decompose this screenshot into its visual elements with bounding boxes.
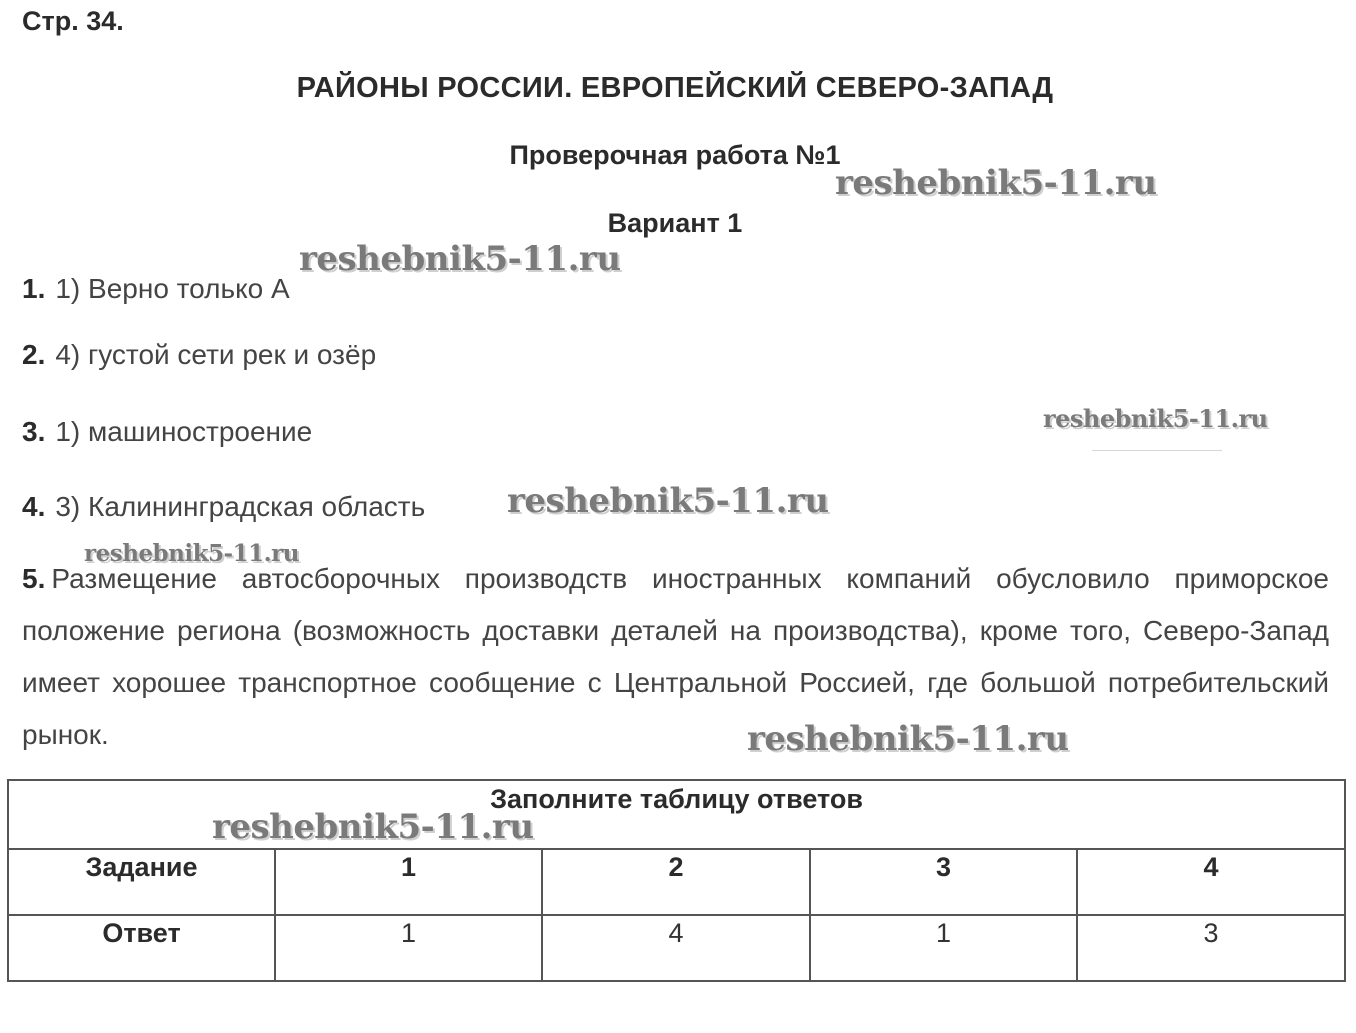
answer-value: 4: [668, 918, 684, 948]
test-subtitle: Проверочная работа №1: [509, 140, 841, 170]
task-number: 2: [668, 852, 684, 882]
watermark: reshebnik5-11.ru: [507, 481, 829, 521]
watermark: reshebnik5-11.ru: [212, 807, 534, 847]
table-row: [8, 915, 1345, 981]
task-number: 4: [1203, 852, 1219, 882]
task-cell: [810, 849, 1077, 915]
task-cell: [1077, 849, 1345, 915]
answer-number: 2.: [22, 339, 46, 370]
answer-number: 5.: [22, 563, 46, 594]
answer-cell: [542, 915, 810, 981]
answer-value: 3: [1203, 918, 1219, 948]
table-row: [8, 849, 1345, 915]
page-title: РАЙОНЫ РОССИИ. ЕВРОПЕЙСКИЙ СЕВЕРО-ЗАПАД: [296, 72, 1054, 104]
answer-number: 3.: [22, 416, 46, 447]
answer-value: 1: [935, 918, 952, 948]
watermark: reshebnik5-11.ru: [747, 719, 1069, 759]
answer-item-4: [22, 491, 425, 523]
answer-cell: [810, 915, 1077, 981]
row-header-label: Ответ: [102, 918, 181, 948]
task-number: 1: [400, 852, 417, 882]
answer-text: 4) густой сети рек и озёр: [55, 339, 377, 370]
row-header-task: [8, 849, 275, 915]
table-caption: Заполните таблицу ответов: [8, 780, 1345, 849]
watermark: reshebnik5-11.ru: [299, 239, 621, 279]
answer-text: 1) машиностроение: [55, 416, 313, 447]
variant-heading: Вариант 1: [607, 208, 743, 238]
task-number: 3: [935, 852, 952, 882]
answer-value: 1: [400, 918, 417, 948]
page-number: Стр. 34.: [22, 6, 124, 36]
answer-cell: [275, 915, 542, 981]
answer-item-2: [22, 339, 376, 371]
divider: [1092, 450, 1222, 451]
answer-item-3: [22, 416, 312, 448]
task-cell: [275, 849, 542, 915]
answers-table: [7, 779, 1346, 982]
watermark: reshebnik5-11.ru: [84, 540, 299, 567]
watermark: reshebnik5-11.ru: [835, 163, 1157, 203]
answer-number: 1.: [22, 273, 46, 304]
answer-cell: [1077, 915, 1345, 981]
row-header-answer: [8, 915, 275, 981]
watermark: reshebnik5-11.ru: [1043, 404, 1268, 433]
answer-item-5: [22, 553, 1329, 761]
answer-text: 3) Калининградская область: [55, 491, 426, 522]
answer-text: 1) Верно только А: [55, 273, 290, 304]
answer-paragraph: Размещение автосборочных производств иностранных компаний обусловило приморское положение региона (возможность доставки деталей на производства), кроме того, Северо-Запад имеет хорошее транспортное сообщение с Центральной Россией, где большой потребительский рынок.: [22, 563, 1329, 750]
table-caption-row: [8, 780, 1345, 849]
answer-item-1: [22, 273, 290, 305]
row-header-label: Задание: [85, 852, 198, 882]
task-cell: [542, 849, 810, 915]
answer-number: 4.: [22, 491, 46, 522]
